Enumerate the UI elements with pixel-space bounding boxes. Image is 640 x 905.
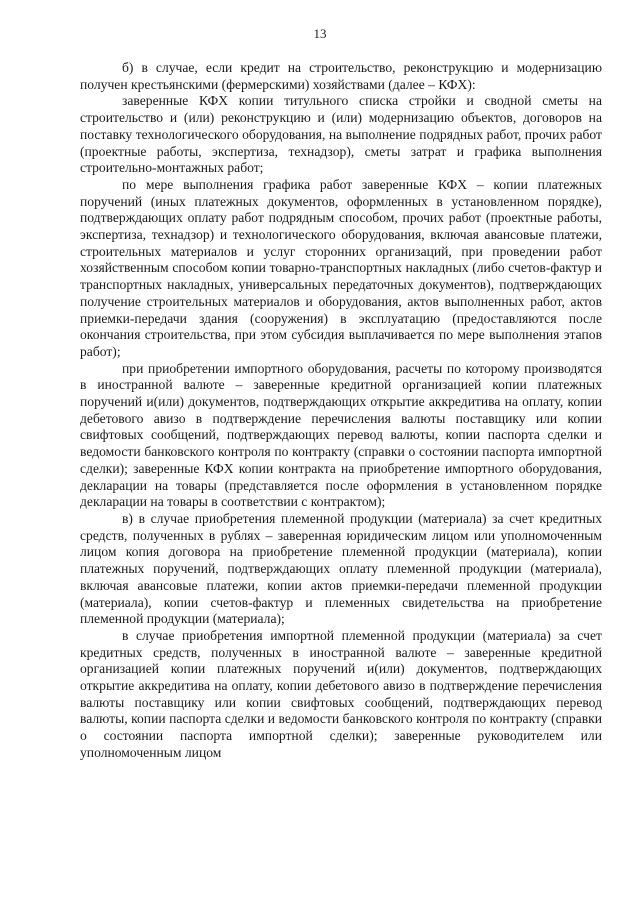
page-number: 13 [313,26,327,41]
paragraph-kfh-copies: заверенные КФХ копии титульного списка стройки и сводной сметы на строительство и (или) реконструкцию и (или) модернизацию объектов, договоров на поставку технологического оборудования, на выполнение подрядных работ, прочих работ (проектные работы, экспертиза, технадзор), сметы затрат и графика выполнения строительно-монтажных работ; [80,93,602,176]
paragraph-import-breeding-products: в случае приобретения импортной племенной продукции (материала) за счет кредитных средств, полученных в иностранной валюте – заверенные кредитной организацией копии платежных поручений и(или) документов, подтверждающих открытие аккредитива на оплату, копии дебетового авизо в подтверждение перечисления валюты поставщику или копии свифтовых сообщений, подтверждающих перевод валюты, копии паспорта сделки и ведомости банковского контроля по контракту (справки о состоянии паспорта импортной сделки); заверенные руководителем или уполномоченным лицом [80,627,602,760]
paragraph-import-equipment: при приобретении импортного оборудования, расчеты по которому производятся в иностранной валюте – заверенные кредитной организацией копии платежных поручений и(или) документов, подтверждающих открытие аккредитива на оплату, копии дебетового авизо в подтверждение перечисления валюты поставщику или копии свифтовых сообщений, подтверждающих перевод валюты, копии паспорта сделки и ведомости банковского контроля по контракту (справки о состоянии паспорта импортной сделки); заверенные КФХ копии контракта на приобретение импортного оборудования, декларации на товары (представляется после оформления в установленном порядке декларации на товары в соответствии с контрактом); [80,360,602,510]
paragraph-payment-orders: по мере выполнения графика работ заверенные КФХ – копии платежных поручений (иных платежных документов, оформленных в установленном порядке), подтверждающих оплату работ подрядным способом, прочих работ (проектные работы, экспертиза, технадзор) и технологического оборудования, включая авансовые платежи, строительных материалов и услуг сторонних организаций, при проведении работ хозяйственным способом копии товарно-транспортных накладных (либо счетов-фактур и транспортных накладных, универсальных передаточных документов), подтверждающих получение строительных материалов и оборудования, актов выполненных работ, актов приемки-передачи здания (сооружения) в эксплуатацию (предоставляются после окончания строительства, при этом субсидия выплачивается по мере выполнения этапов работ); [80,176,602,359]
paragraph-b-intro: б) в случае, если кредит на строительство, реконструкцию и модернизацию получен крестьянскими (фермерскими) хозяйствами (далее – КФХ): [80,60,602,92]
document-body [80,60,602,762]
paragraph-v-breeding-products: в) в случае приобретения племенной продукции (материала) за счет кредитных средств, полученных в рублях – заверенная юридическим лицом или уполномоченным лицом копия договора на приобретение племенной продукции (материала), копии платежных поручений, подтверждающих оплату племенной продукции (материала), включая авансовые платежи, копии актов приемки-передачи племенной продукции (материала), копии счетов-фактур и племенных свидетельства на приобретение племенной продукции (материала); [80,510,602,627]
